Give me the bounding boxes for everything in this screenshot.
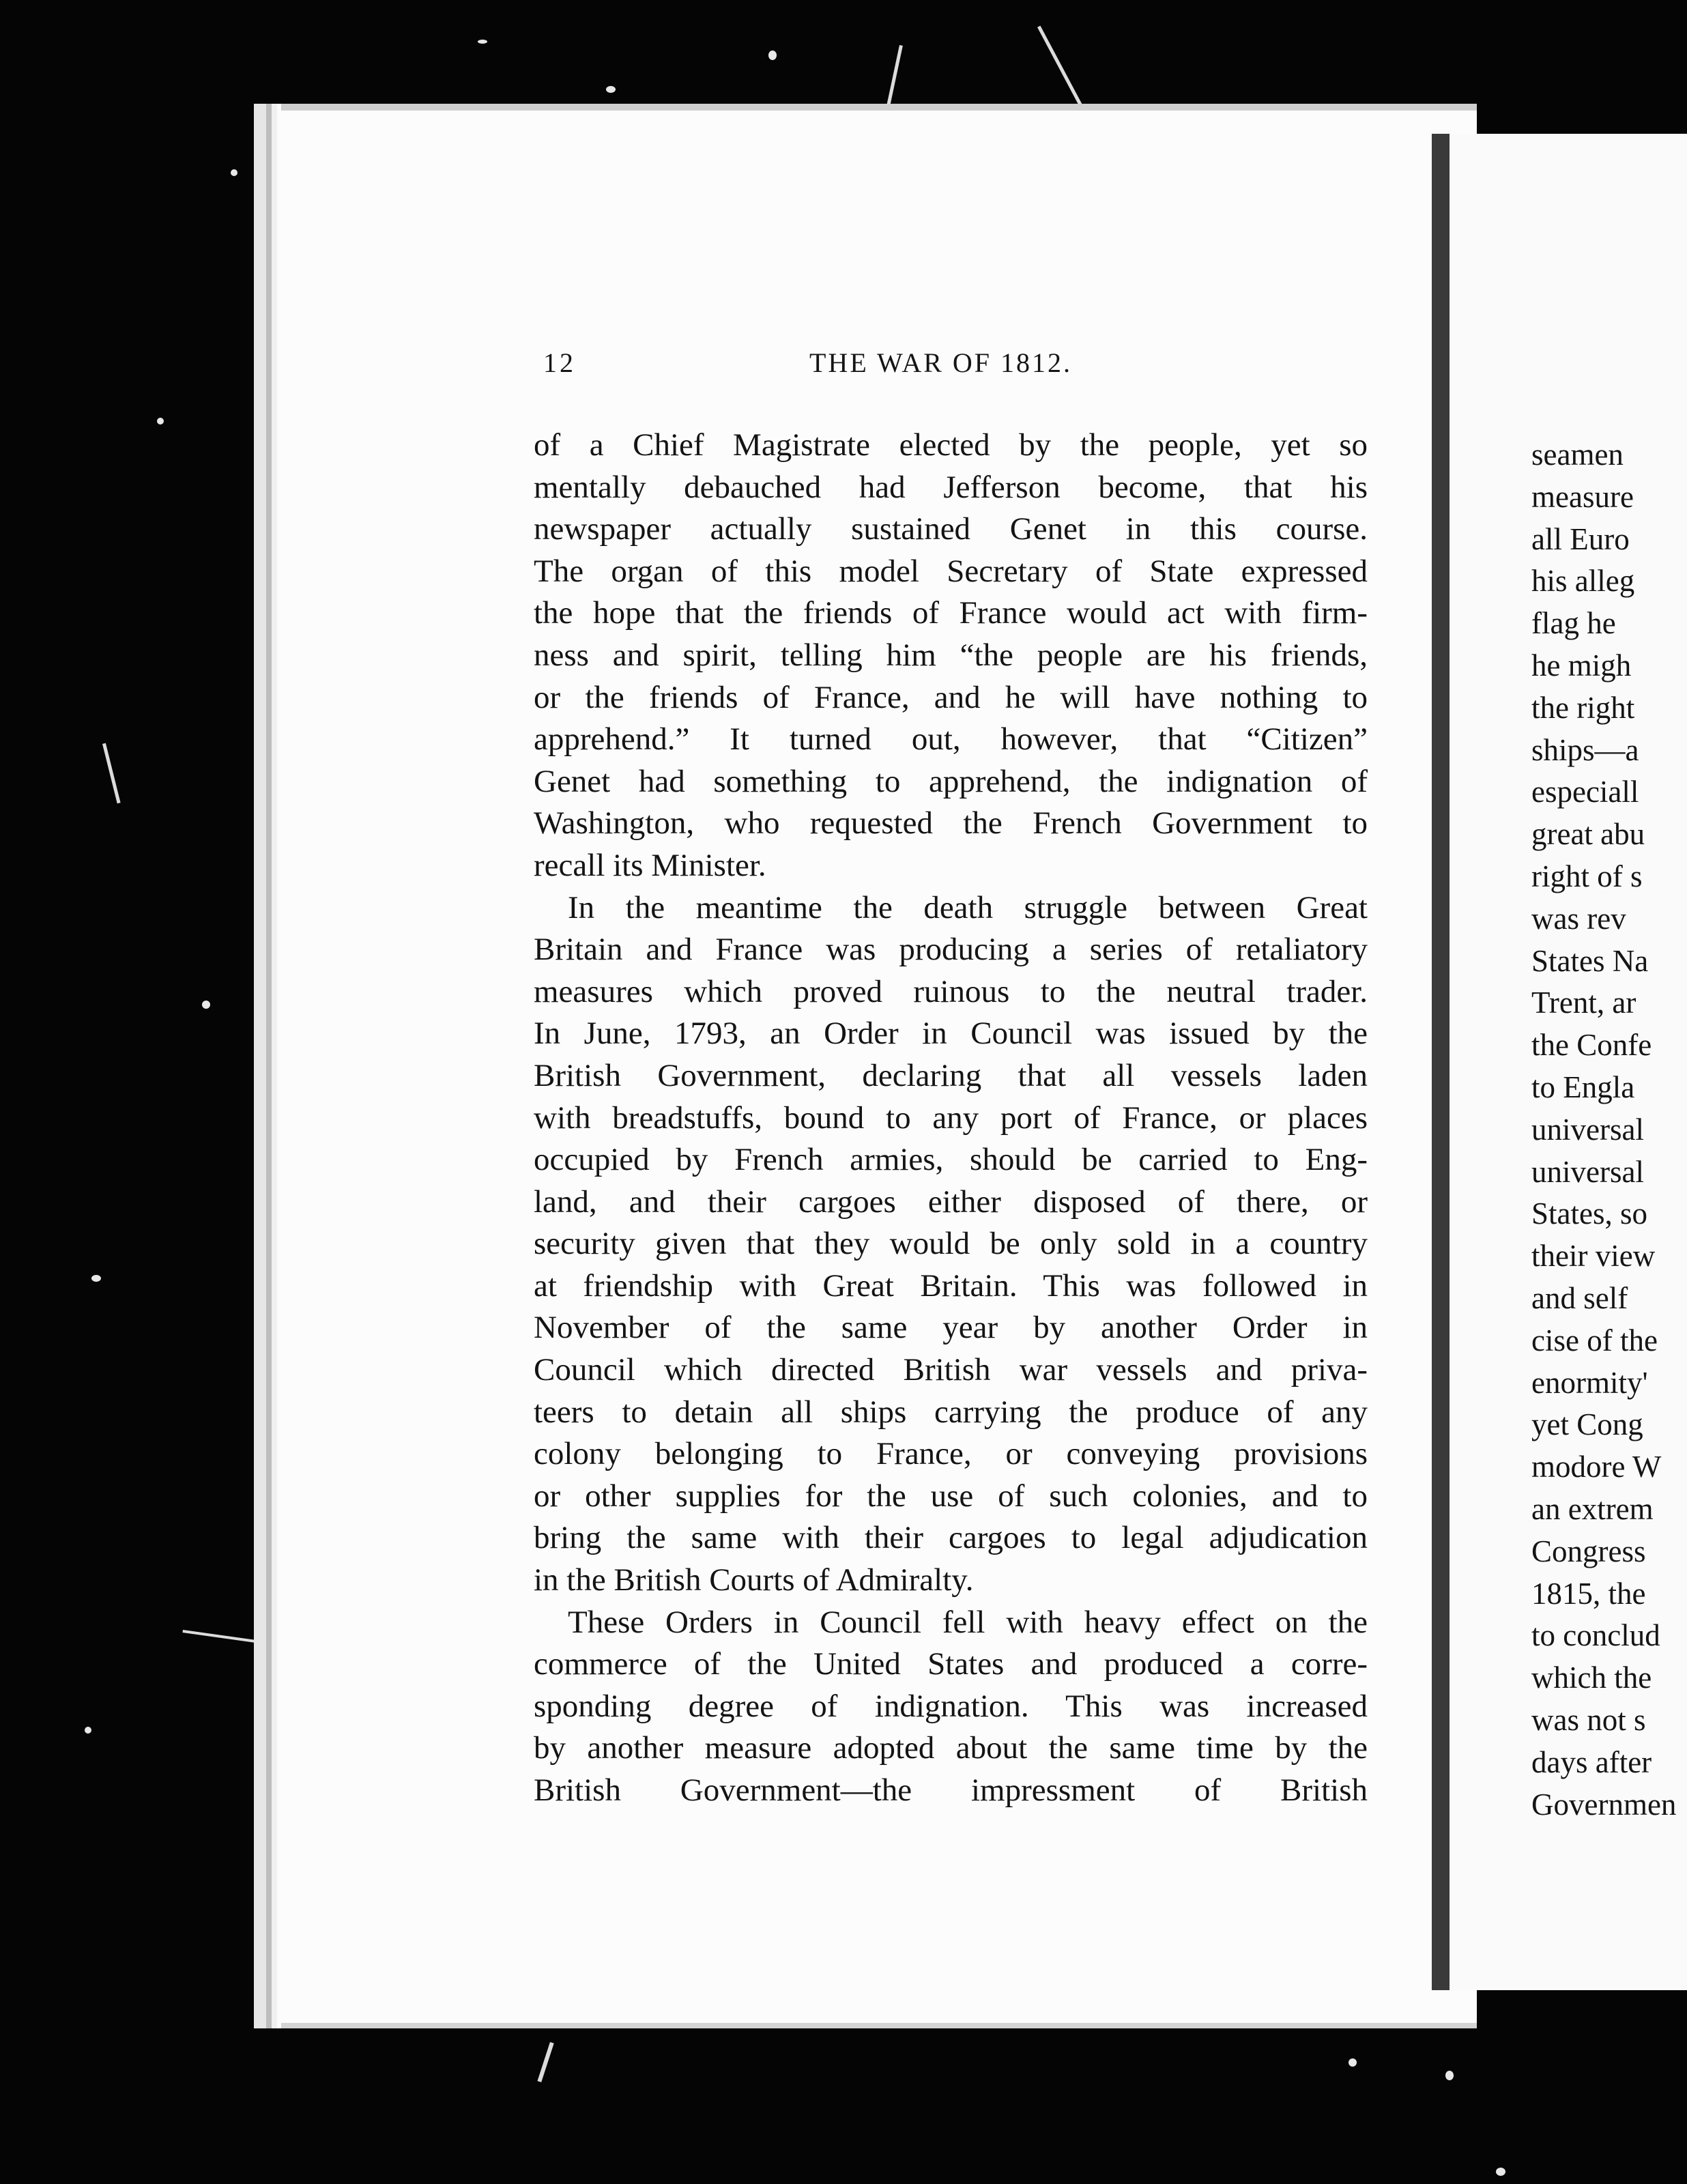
text-line-fragment: which the bbox=[1531, 1661, 1652, 1695]
text-line: apprehend.” It turned out, however, that “Citizen” bbox=[534, 721, 1368, 758]
film-speck bbox=[606, 86, 616, 93]
page-edge-top bbox=[281, 104, 1477, 111]
text-line: occupied by French armies, should be carried to Eng- bbox=[534, 1142, 1368, 1178]
film-scratch bbox=[886, 45, 903, 106]
text-line: with breadstuffs, bound to any port of France, or places bbox=[534, 1100, 1368, 1136]
text-line: British Government—the impressment of British bbox=[534, 1772, 1368, 1808]
film-speck bbox=[1496, 2168, 1505, 2176]
text-line: teers to detain all ships carrying the produce of any bbox=[534, 1394, 1368, 1430]
text-line-fragment: Congress bbox=[1531, 1534, 1646, 1568]
text-line-fragment: days after bbox=[1531, 1744, 1652, 1779]
text-line-fragment: he migh bbox=[1531, 648, 1632, 682]
running-head bbox=[543, 347, 1365, 394]
text-line: ness and spirit, telling him “the people are his friends, bbox=[534, 637, 1368, 673]
text-line: bring the same with their cargoes to legal adjudication bbox=[534, 1520, 1368, 1556]
text-line-fragment: 1815, the bbox=[1531, 1576, 1646, 1611]
text-line: security given that they would be only sold in a country bbox=[534, 1226, 1368, 1262]
text-line-fragment: an extrem bbox=[1531, 1491, 1654, 1526]
paragraph bbox=[534, 1602, 1368, 1812]
text-line-fragment: was not s bbox=[1531, 1702, 1646, 1737]
text-line-fragment: right of s bbox=[1531, 859, 1643, 893]
text-line-fragment: great abu bbox=[1531, 817, 1645, 852]
text-line-fragment: modore W bbox=[1531, 1450, 1662, 1484]
text-line: of a Chief Magistrate elected by the people, yet so bbox=[534, 427, 1368, 463]
text-line-fragment: seamen bbox=[1531, 437, 1624, 472]
text-line-fragment: Governmen bbox=[1531, 1787, 1677, 1822]
text-line: at friendship with Great Britain. This was followed in bbox=[534, 1267, 1368, 1304]
text-line: or other supplies for the use of such colonies, and to bbox=[534, 1478, 1368, 1514]
text-line-fragment: States Na bbox=[1531, 943, 1649, 978]
text-line: by another measure adopted about the same time by the bbox=[534, 1730, 1368, 1766]
text-line: recall its Minister. bbox=[534, 847, 766, 883]
page-edge-bottom bbox=[281, 2023, 1477, 2028]
text-line: commerce of the United States and produced a corre- bbox=[534, 1646, 1368, 1682]
film-scratch bbox=[1037, 26, 1082, 106]
text-line: The organ of this model Secretary of State expressed bbox=[534, 553, 1368, 589]
film-speck bbox=[157, 418, 164, 425]
text-line-fragment: yet Cong bbox=[1531, 1407, 1643, 1442]
text-line-fragment: Trent, ar bbox=[1531, 986, 1636, 1020]
right-page-text bbox=[1531, 434, 1687, 1826]
text-line-fragment: especiall bbox=[1531, 775, 1639, 809]
text-line: Genet had something to apprehend, the indignation of bbox=[534, 763, 1368, 799]
text-line-fragment: ships—a bbox=[1531, 732, 1639, 767]
text-line-fragment: was rev bbox=[1531, 901, 1626, 936]
text-line-fragment: flag he bbox=[1531, 606, 1616, 641]
text-line-fragment: the Confe bbox=[1531, 1028, 1652, 1063]
text-line-fragment: universal bbox=[1531, 1154, 1644, 1189]
text-line: In June, 1793, an Order in Council was issued by the bbox=[534, 1016, 1368, 1052]
text-line: Washington, who requested the French Government to bbox=[534, 805, 1368, 842]
running-title: THE WAR OF 1812. bbox=[809, 347, 1073, 378]
film-speck bbox=[231, 169, 237, 176]
text-line-fragment: measure bbox=[1531, 479, 1634, 514]
text-line-fragment: to conclud bbox=[1531, 1618, 1660, 1653]
film-speck bbox=[478, 40, 487, 44]
film-scratch bbox=[102, 743, 121, 804]
paragraph bbox=[534, 425, 1368, 887]
text-line: colony belonging to France, or conveying provisions bbox=[534, 1436, 1368, 1472]
text-line: mentally debauched had Jefferson become, that his bbox=[534, 469, 1368, 505]
text-line-fragment: all Euro bbox=[1531, 521, 1630, 556]
text-line-fragment: the right bbox=[1531, 690, 1635, 725]
film-speck bbox=[202, 1001, 210, 1009]
film-scratch bbox=[182, 1630, 257, 1643]
text-line-fragment: universal bbox=[1531, 1112, 1644, 1147]
film-speck bbox=[91, 1275, 101, 1282]
text-line: Britain and France was producing a series of retaliatory bbox=[534, 932, 1368, 968]
text-line: British Government, declaring that all vessels laden bbox=[534, 1057, 1368, 1093]
right-page bbox=[1450, 134, 1687, 1990]
paragraph bbox=[534, 887, 1368, 1602]
text-line: measures which proved ruinous to the neutral trader. bbox=[534, 973, 1368, 1009]
text-line: In the meantime the death struggle between Great bbox=[568, 889, 1368, 925]
text-line-fragment: and self bbox=[1531, 1280, 1628, 1315]
book-gutter bbox=[1432, 134, 1450, 1990]
text-line-fragment: his alleg bbox=[1531, 564, 1635, 599]
text-line: These Orders in Council fell with heavy effect on the bbox=[568, 1604, 1368, 1640]
text-line: Council which directed British war vessels and priva- bbox=[534, 1352, 1368, 1388]
text-line-fragment: their view bbox=[1531, 1239, 1656, 1274]
body-text bbox=[534, 425, 1368, 1812]
text-line: land, and their cargoes either disposed of there, or bbox=[534, 1183, 1368, 1220]
text-line-fragment: enormity' bbox=[1531, 1365, 1648, 1400]
text-line: or the friends of France, and he will have nothing to bbox=[534, 679, 1368, 715]
text-line-fragment: to Engla bbox=[1531, 1069, 1635, 1104]
text-line: in the British Courts of Admiralty. bbox=[534, 1562, 974, 1598]
film-speck bbox=[85, 1727, 91, 1734]
text-line: sponding degree of indignation. This was increased bbox=[534, 1688, 1368, 1724]
text-line: newspaper actually sustained Genet in this course. bbox=[534, 511, 1368, 547]
film-speck bbox=[768, 51, 777, 60]
text-line-fragment: States, so bbox=[1531, 1196, 1648, 1231]
text-line-fragment: cise of the bbox=[1531, 1323, 1658, 1357]
text-line: the hope that the friends of France would act with firm- bbox=[534, 595, 1368, 631]
page-number: 12 bbox=[543, 347, 576, 378]
text-line: November of the same year by another Order in bbox=[534, 1310, 1368, 1346]
film-speck bbox=[1349, 2058, 1357, 2067]
film-scratch bbox=[537, 2042, 553, 2082]
film-speck bbox=[1445, 2071, 1454, 2080]
